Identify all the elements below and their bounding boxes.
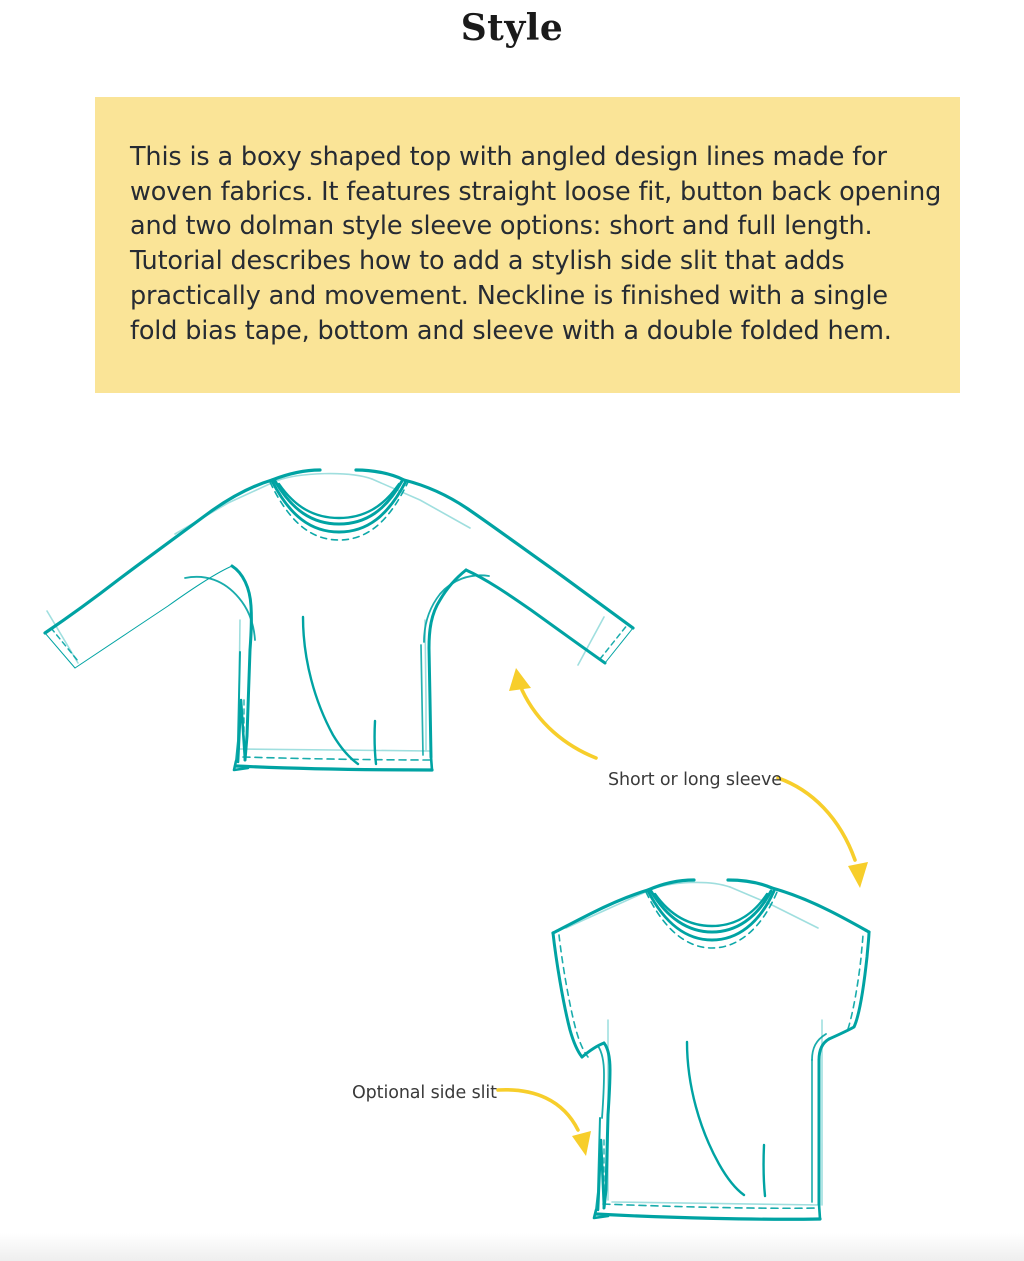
annotation-label-sleeve: Short or long sleeve <box>608 770 782 790</box>
annotation-label-side-slit: Optional side slit <box>352 1083 497 1103</box>
page-bottom-edge <box>0 1233 1024 1261</box>
arrow-sleeve-up-left <box>509 668 596 758</box>
description-text: This is a boxy shaped top with angled design lines made for woven fabrics. It features straight loose fit, button back opening and two dolman style sleeve options: short and full length. Tutorial describes how to add a stylish side slit that adds practically and movement. Neckline is finished with a single fold bias tape, bottom and sleeve with a double folded hem. <box>130 142 942 346</box>
annotation-arrows <box>498 668 868 1156</box>
short-sleeve-top-illustration <box>553 880 869 1219</box>
long-sleeve-top-illustration <box>45 470 633 770</box>
arrow-sleeve-down-right <box>778 778 868 888</box>
description-panel <box>95 97 960 393</box>
page-title: Style <box>460 7 564 49</box>
arrow-side-slit <box>498 1090 591 1156</box>
